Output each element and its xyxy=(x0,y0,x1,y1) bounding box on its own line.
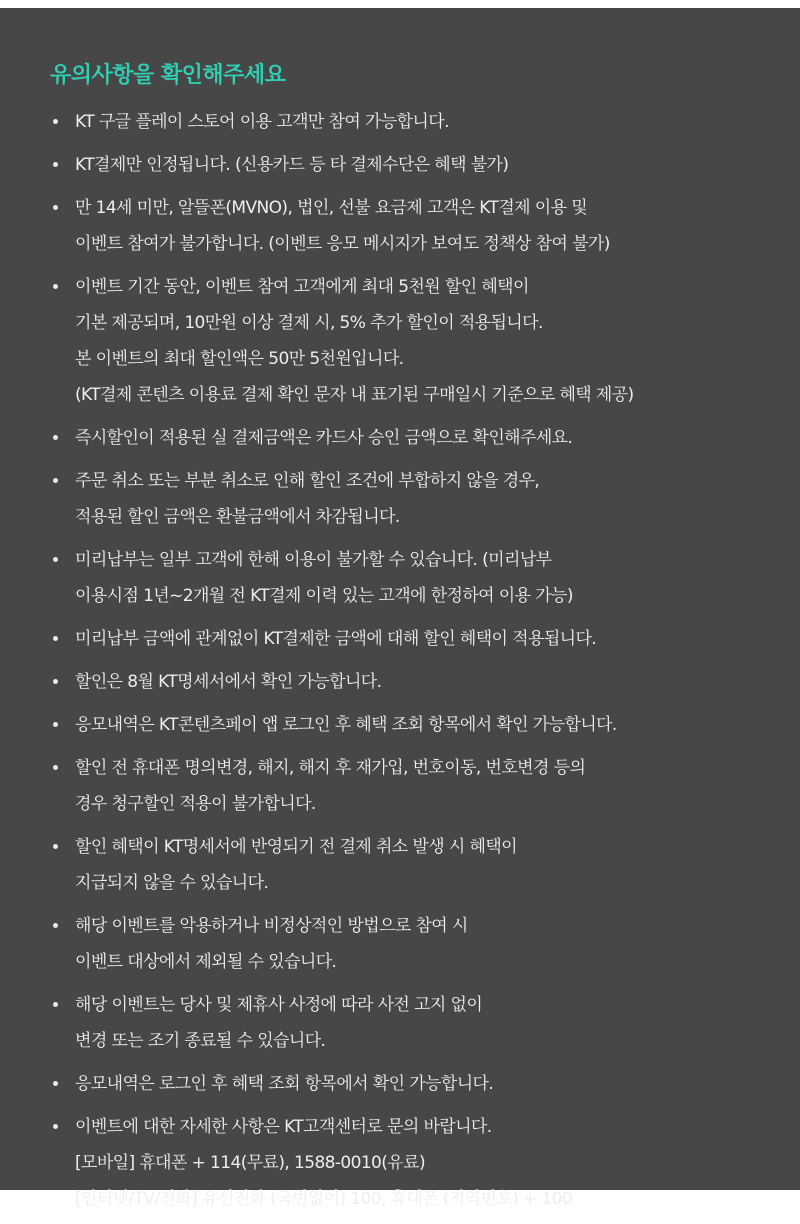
notice-item xyxy=(48,621,768,657)
bullet-icon xyxy=(53,119,58,124)
notice-text: 이용시점 1년~2개월 전 KT결제 이력 있는 고객에 한정하여 이용 가능) xyxy=(75,586,573,606)
notice-item xyxy=(48,269,768,413)
bullet-icon xyxy=(53,557,58,562)
bullet-icon xyxy=(53,722,58,727)
notice-text: 기본 제공되며, 10만원 이상 결제 시, 5% 추가 할인이 적용됩니다. xyxy=(75,313,543,333)
notice-text: 해당 이벤트를 악용하거나 비정상적인 방법으로 참여 시 xyxy=(75,916,468,936)
notice-text: 이벤트 대상에서 제외될 수 있습니다. xyxy=(75,952,337,972)
notice-panel xyxy=(0,8,800,1209)
bullet-icon xyxy=(53,636,58,641)
notice-text: 할인은 8월 KT명세서에서 확인 가능합니다. xyxy=(75,672,382,692)
notice-item xyxy=(48,664,768,700)
notice-item xyxy=(48,542,768,614)
notice-item xyxy=(48,104,768,140)
notice-text: 응모내역은 KT콘텐츠페이 앱 로그인 후 혜택 조회 항목에서 확인 가능합니다. xyxy=(75,715,617,735)
notice-item xyxy=(48,987,768,1059)
bullet-icon xyxy=(53,435,58,440)
notice-text: [인터넷/TV/전화] 유선전화 (국번없이) 100, 휴대폰 (지역번호) + 100 xyxy=(75,1189,573,1209)
bullet-icon xyxy=(53,1124,58,1129)
notice-list xyxy=(48,104,768,1224)
notice-text: 적용된 할인 금액은 환불금액에서 차감됩니다. xyxy=(75,507,400,527)
notice-title: 유의사항을 확인해주세요 xyxy=(50,63,286,88)
bullet-icon xyxy=(53,284,58,289)
notice-item xyxy=(48,750,768,822)
notice-text: 본 이벤트의 최대 할인액은 50만 5천원입니다. xyxy=(75,349,404,369)
notice-text: [모바일] 휴대폰 + 114(무료), 1588-0010(유료) xyxy=(75,1153,425,1173)
notice-item xyxy=(48,147,768,183)
bullet-icon xyxy=(53,162,58,167)
notice-text: KT 구글 플레이 스토어 이용 고객만 참여 가능합니다. xyxy=(75,112,449,132)
notice-text: 이벤트 기간 동안, 이벤트 참여 고객에게 최대 5천원 할인 혜택이 xyxy=(75,277,529,297)
bullet-icon xyxy=(53,923,58,928)
notice-item xyxy=(48,420,768,456)
notice-text: KT결제만 인정됩니다. (신용카드 등 타 결제수단은 혜택 불가) xyxy=(75,155,509,175)
notice-text: 변경 또는 조기 종료될 수 있습니다. xyxy=(75,1031,326,1051)
notice-text: 이벤트 참여가 불가합니다. (이벤트 응모 메시지가 보여도 정책상 참여 불가) xyxy=(75,234,610,254)
bullet-icon xyxy=(53,1081,58,1086)
notice-text: 응모내역은 로그인 후 혜택 조회 항목에서 확인 가능합니다. xyxy=(75,1074,494,1094)
bullet-icon xyxy=(53,765,58,770)
notice-item xyxy=(48,1066,768,1102)
notice-text: 지급되지 않을 수 있습니다. xyxy=(75,873,269,893)
notice-item xyxy=(48,463,768,535)
bullet-icon xyxy=(53,679,58,684)
notice-text: 미리납부는 일부 고객에 한해 이용이 불가할 수 있습니다. (미리납부 xyxy=(75,550,552,570)
notice-item xyxy=(48,707,768,743)
notice-text: 만 14세 미만, 알뜰폰(MVNO), 법인, 선불 요금제 고객은 KT결제 이용 및 xyxy=(75,198,588,218)
notice-text: 할인 전 휴대폰 명의변경, 해지, 해지 후 재가입, 번호이동, 번호변경 등의 xyxy=(75,758,586,778)
notice-text: 할인 혜택이 KT명세서에 반영되기 전 결제 취소 발생 시 혜택이 xyxy=(75,837,517,857)
notice-text: 이벤트에 대한 자세한 사항은 KT고객센터로 문의 바랍니다. xyxy=(75,1117,492,1137)
bullet-icon xyxy=(53,844,58,849)
notice-text: 미리납부 금액에 관계없이 KT결제한 금액에 대해 할인 혜택이 적용됩니다. xyxy=(75,629,597,649)
notice-item xyxy=(48,1109,768,1217)
notice-text: 즉시할인이 적용된 실 결제금액은 카드사 승인 금액으로 확인해주세요. xyxy=(75,428,573,448)
notice-item xyxy=(48,908,768,980)
notice-text: 경우 청구할인 적용이 불가합니다. xyxy=(75,794,316,814)
notice-item xyxy=(48,829,768,901)
bullet-icon xyxy=(53,205,58,210)
notice-text: 해당 이벤트는 당사 및 제휴사 사정에 따라 사전 고지 없이 xyxy=(75,995,483,1015)
bullet-icon xyxy=(53,478,58,483)
notice-text: (KT결제 콘텐츠 이용료 결제 확인 문자 내 표기된 구매일시 기준으로 혜택 제공) xyxy=(75,385,634,405)
notice-text: 주문 취소 또는 부분 취소로 인해 할인 조건에 부합하지 않을 경우, xyxy=(75,471,540,491)
bullet-icon xyxy=(53,1002,58,1007)
notice-item xyxy=(48,190,768,262)
